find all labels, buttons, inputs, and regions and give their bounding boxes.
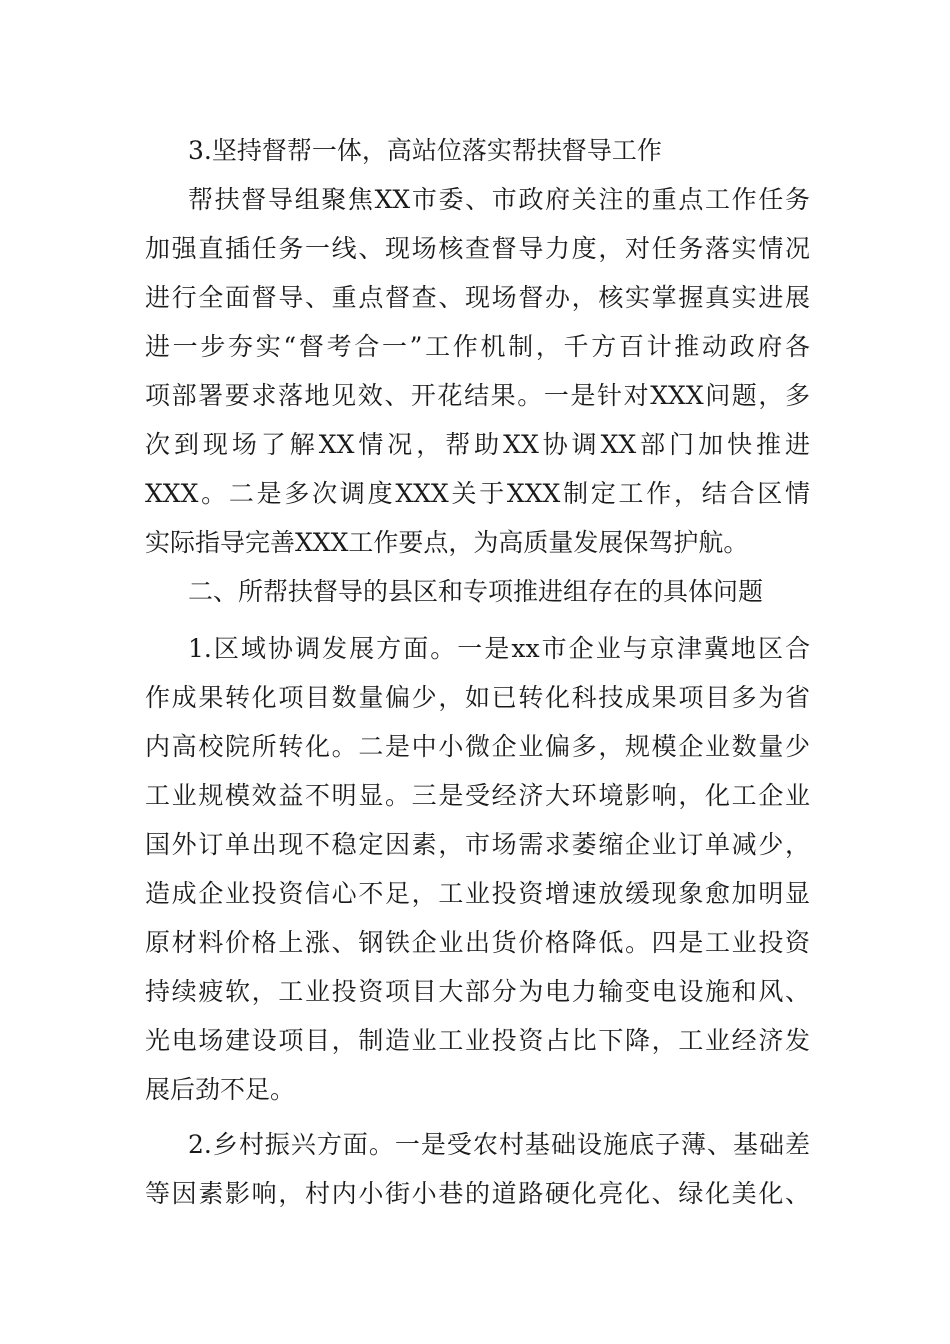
paragraph-line: 国外订单出现不稳定因素，市场需求萎缩企业订单减少，	[145, 830, 810, 859]
paragraph-line: 光电场建设项目，制造业工业投资占比下降，工业经济发	[145, 1026, 810, 1055]
paragraph-line: 次到现场了解XX情况，帮助XX协调XX部门加快推进	[145, 430, 810, 459]
paragraph-line: 项部署要求落地见效、开花结果。一是针对XXX问题，多	[145, 381, 810, 410]
paragraph-line: 2.乡村振兴方面。一是受农村基础设施底子薄、基础差	[188, 1130, 810, 1159]
paragraph-line: 帮扶督导组聚焦XX市委、市政府关注的重点工作任务	[188, 185, 810, 214]
paragraph-line: 进一步夯实“督考合一”工作机制，千方百计推动政府各	[145, 332, 810, 361]
paragraph-line: 1.区域协调发展方面。一是xx市企业与京津冀地区合	[188, 634, 810, 663]
paragraph-line: 加强直插任务一线、现场核查督导力度，对任务落实情况	[145, 234, 810, 263]
paragraph-line: 持续疲软，工业投资项目大部分为电力输变电设施和风、	[145, 977, 810, 1006]
section-heading-3: 3.坚持督帮一体，高站位落实帮扶督导工作	[188, 136, 662, 165]
paragraph-line: 内高校院所转化。二是中小微企业偏多，规模企业数量少	[145, 732, 810, 761]
paragraph-line: 原材料价格上涨、钢铁企业出货价格降低。四是工业投资	[145, 928, 810, 957]
paragraph-line: 工业规模效益不明显。三是受经济大环境影响，化工企业	[145, 781, 810, 810]
paragraph-line: 展后劲不足。	[145, 1075, 296, 1104]
section-heading-2: 二、所帮扶督导的县区和专项推进组存在的具体问题	[188, 577, 764, 606]
paragraph-line: 造成企业投资信心不足，工业投资增速放缓现象愈加明显	[145, 879, 810, 908]
paragraph-line: 等因素影响，村内小街小巷的道路硬化亮化、绿化美化、	[145, 1179, 810, 1208]
paragraph-line: 作成果转化项目数量偏少，如已转化科技成果项目多为省	[145, 683, 810, 712]
paragraph-line: 实际指导完善XXX工作要点，为高质量发展保驾护航。	[145, 528, 749, 557]
paragraph-line: XXX。二是多次调度XXX关于XXX制定工作，结合区情	[145, 479, 810, 508]
paragraph-line: 进行全面督导、重点督查、现场督办，核实掌握真实进展	[145, 283, 810, 312]
